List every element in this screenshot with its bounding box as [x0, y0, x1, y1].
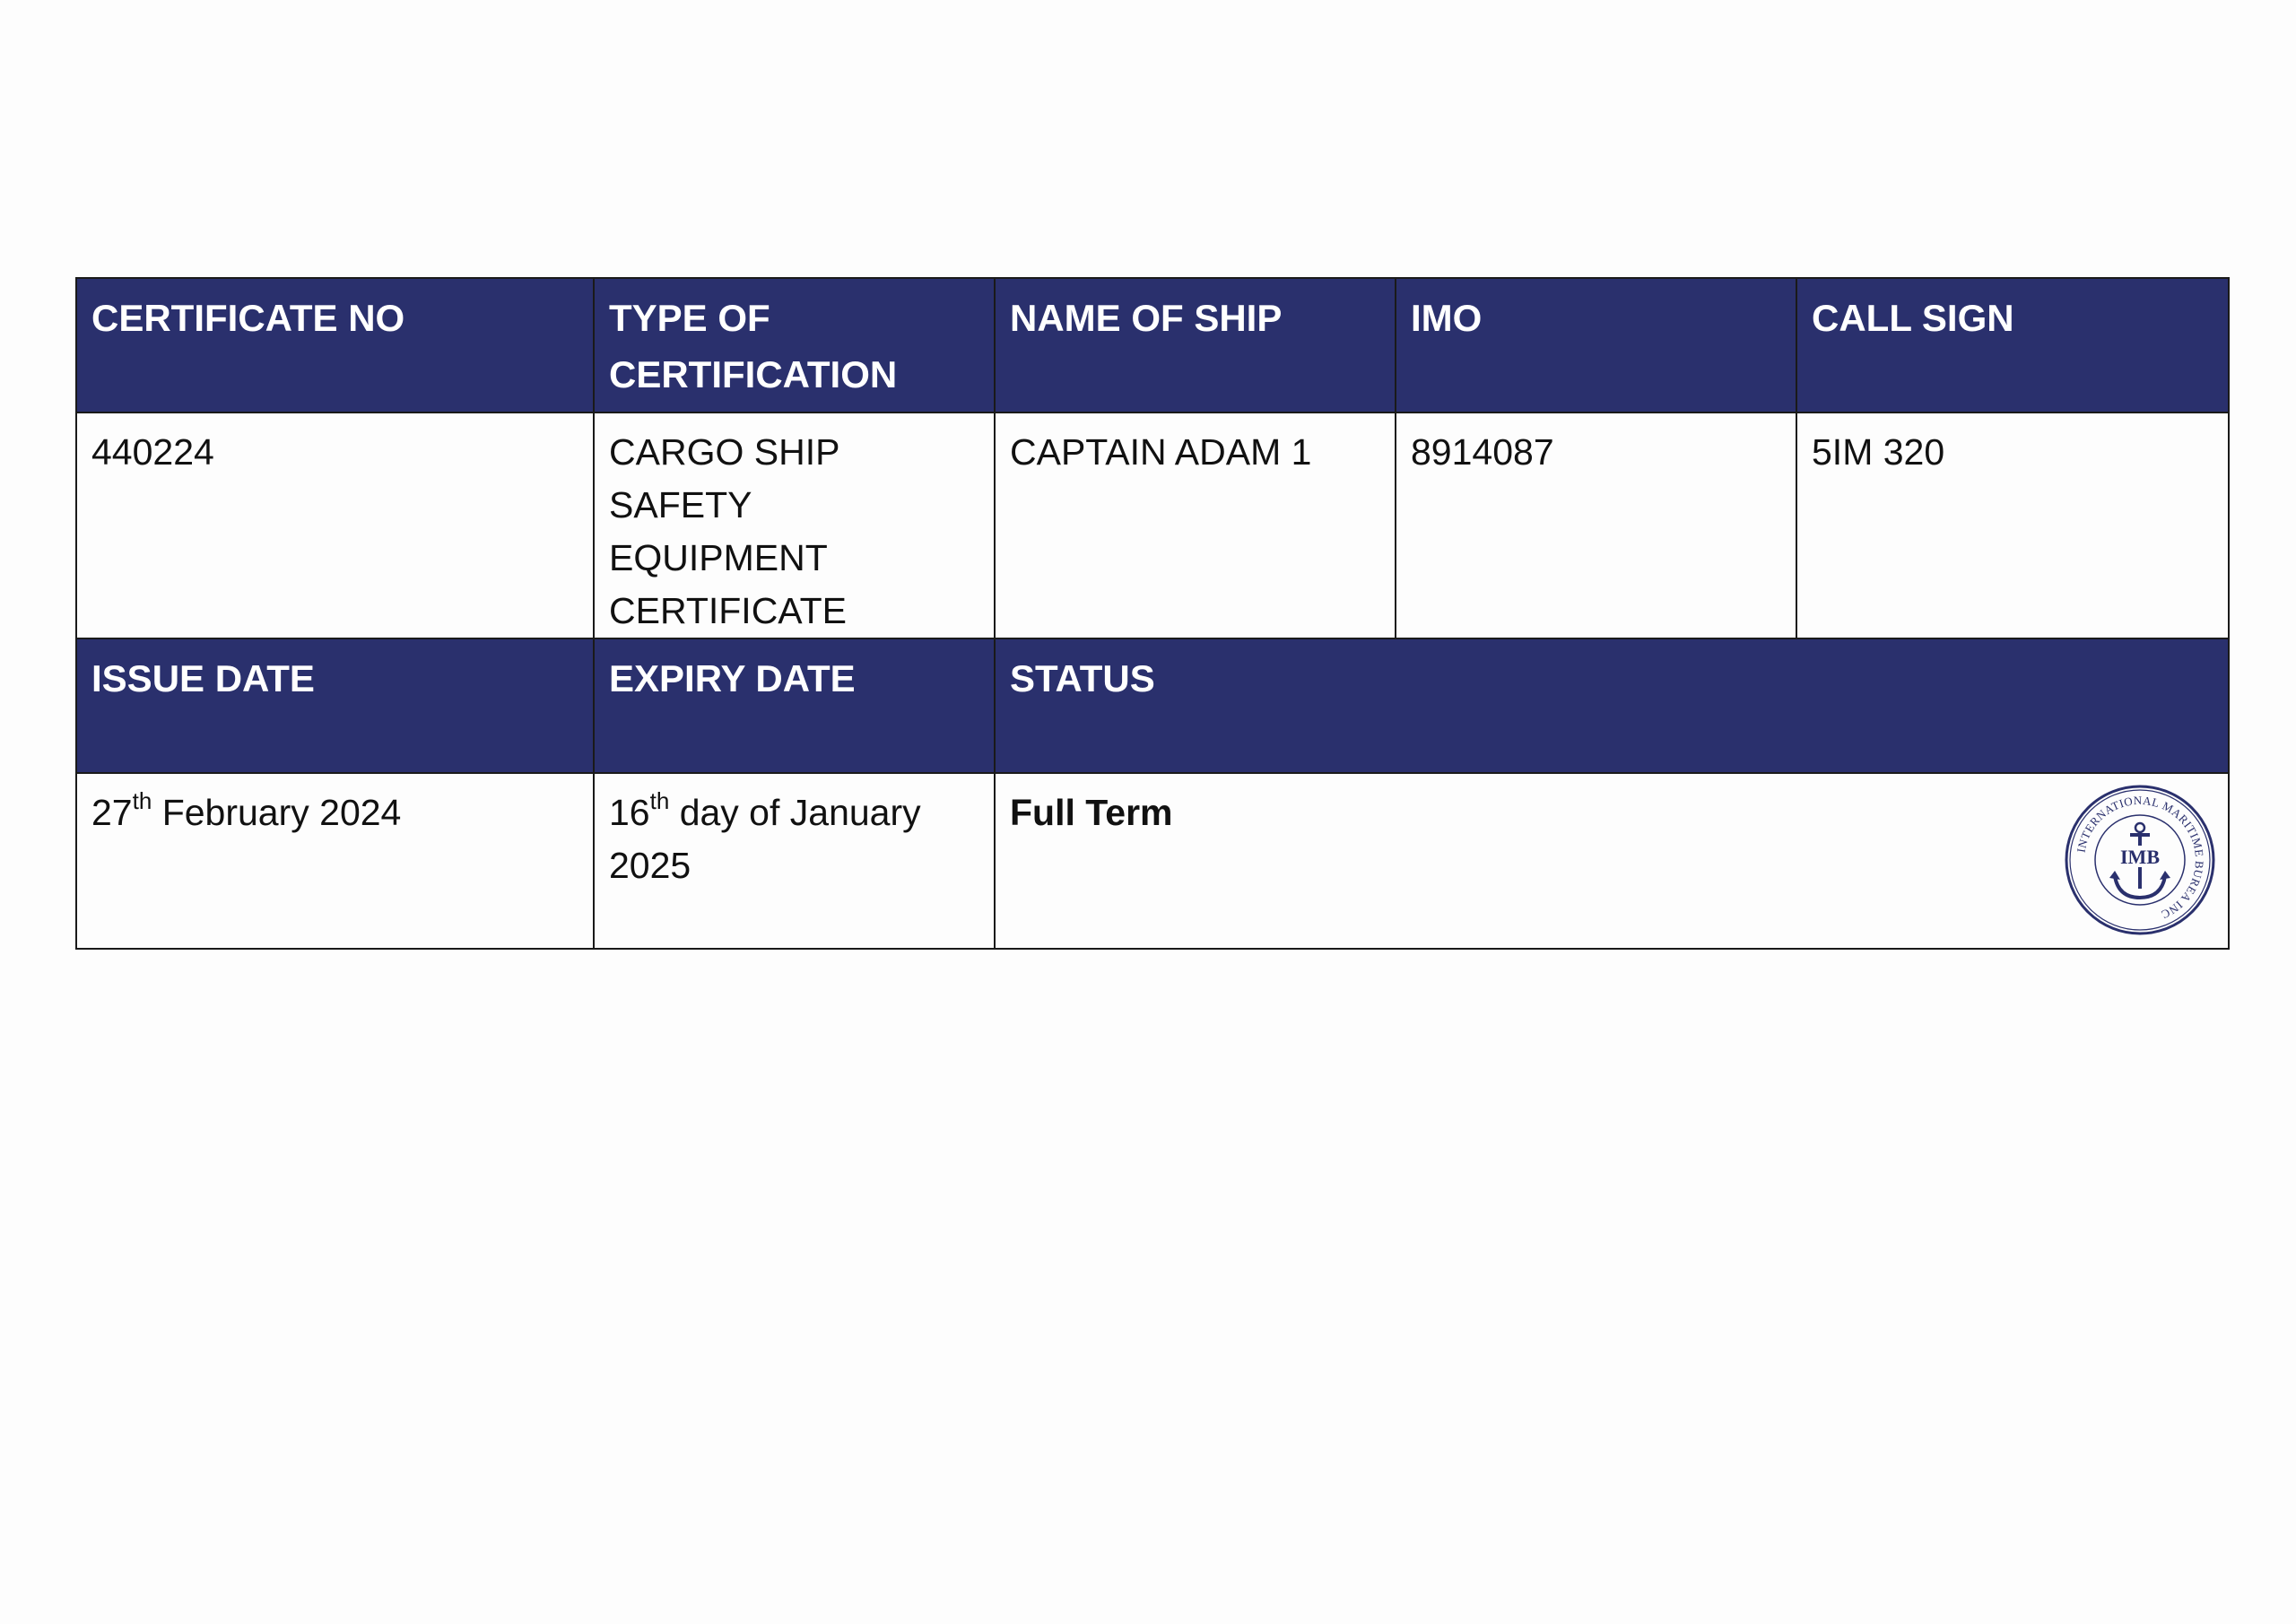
seal-center-text: IMB — [2120, 846, 2160, 868]
header-status: STATUS — [995, 638, 2229, 773]
imb-seal-icon — [2063, 783, 2217, 937]
header-name-of-ship: NAME OF SHIP — [995, 278, 1396, 413]
value-issue-date — [76, 773, 594, 949]
value-status — [995, 773, 2229, 949]
seal-ring-text: INTERNATIONAL MARITIME BUREA INC — [2074, 793, 2207, 922]
header-expiry-date: EXPIRY DATE — [594, 638, 995, 773]
header-row-2 — [76, 638, 2229, 773]
value-call-sign: 5IM 320 — [1796, 413, 2229, 638]
issue-date-day: 27 — [91, 792, 133, 833]
certificate-table — [75, 277, 2230, 950]
issue-date-suffix: th — [132, 787, 152, 815]
value-row-1 — [76, 413, 2229, 638]
value-certificate-no: 440224 — [76, 413, 594, 638]
value-name-of-ship: CAPTAIN ADAM 1 — [995, 413, 1396, 638]
header-imo: IMO — [1396, 278, 1796, 413]
header-type-of-certification: TYPE OF CERTIFICATION — [594, 278, 995, 413]
expiry-date-day: 16 — [609, 792, 650, 833]
expiry-date-suffix: th — [649, 787, 670, 815]
header-issue-date: ISSUE DATE — [76, 638, 594, 773]
value-type-of-certification: CARGO SHIP SAFETY EQUIPMENT CERTIFICATE — [594, 413, 995, 638]
value-expiry-date — [594, 773, 995, 949]
status-text: Full Term — [1010, 792, 1173, 833]
value-imo: 8914087 — [1396, 413, 1796, 638]
header-call-sign: CALL SIGN — [1796, 278, 2229, 413]
header-row-1 — [76, 278, 2229, 413]
value-row-2 — [76, 773, 2229, 949]
issue-date-rest: February 2024 — [152, 792, 402, 833]
expiry-date-rest: day of January 2025 — [609, 792, 921, 886]
header-certificate-no: CERTIFICATE NO — [76, 278, 594, 413]
